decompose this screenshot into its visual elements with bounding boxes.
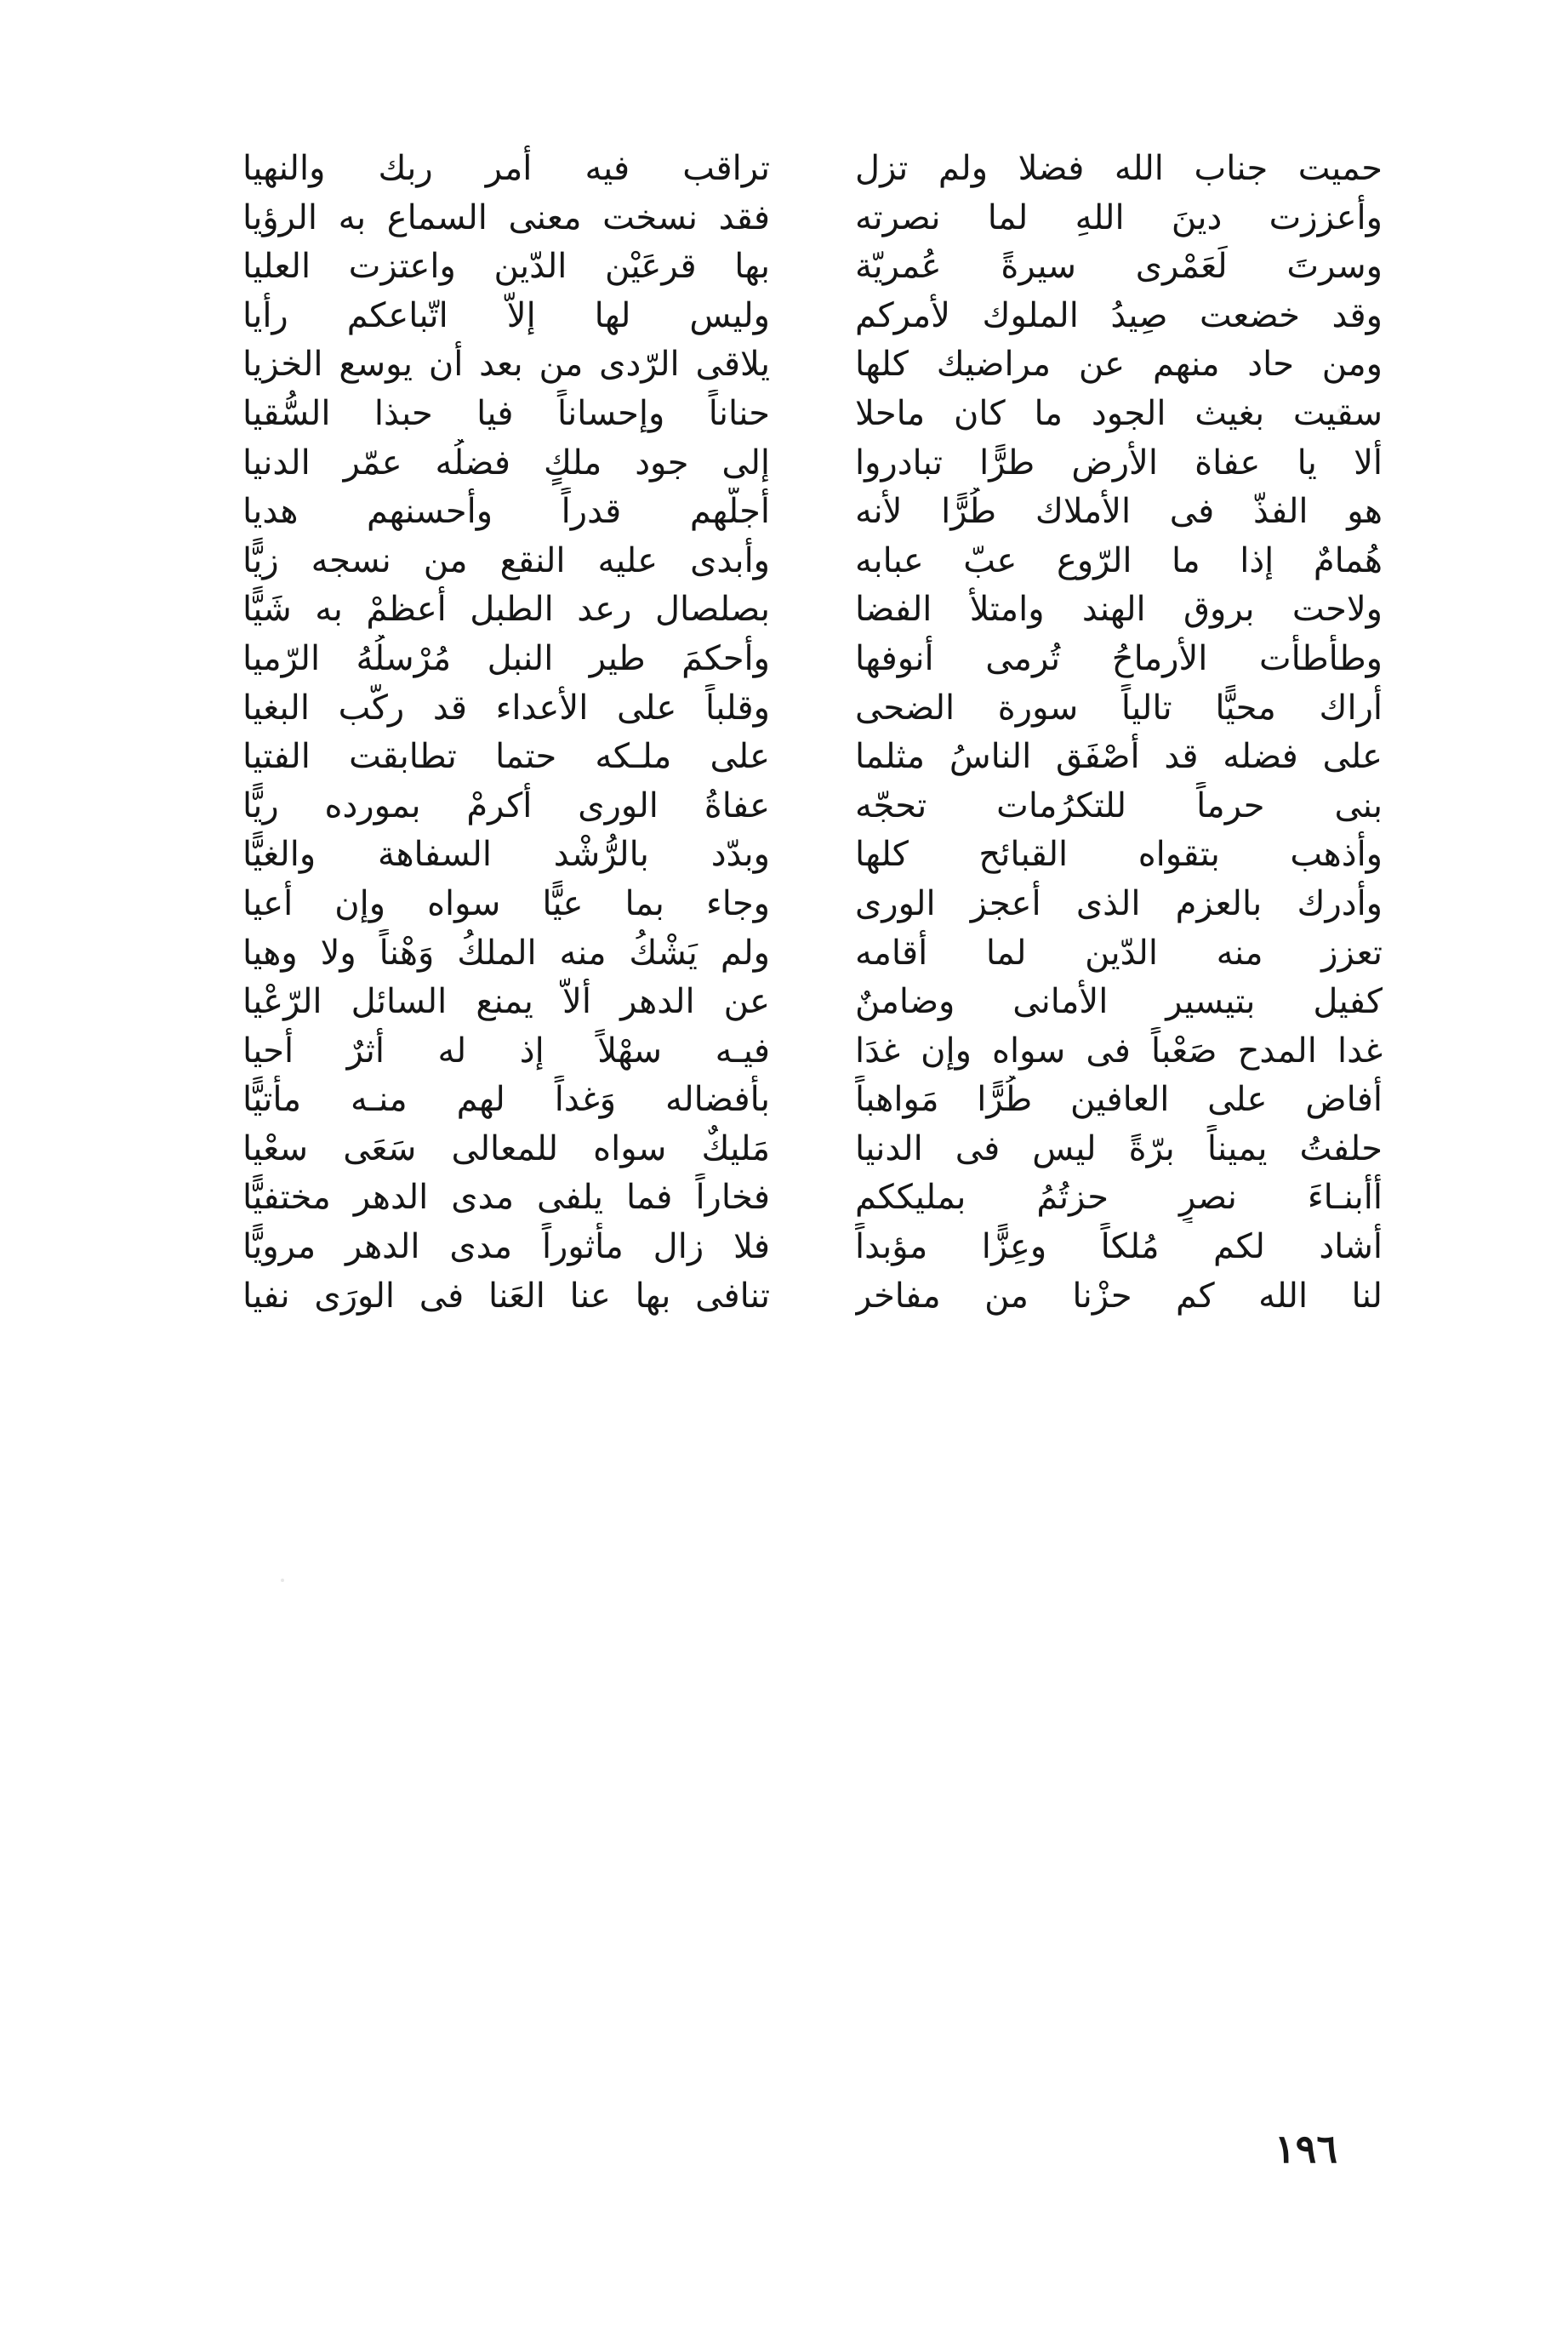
verse-hemistich: بأفضاله وَغداً لهم منـه مأتيًّا bbox=[242, 1080, 770, 1120]
verse-hemistich: حميت جناب الله فضلا ولم تزل bbox=[855, 149, 1383, 188]
verse-hemistich: وطأطأت الأرماحُ تُرمى أنوفها bbox=[855, 638, 1383, 678]
verse-hemistich: وسرتَ لَعَمْرى سيرةً عُمريّة bbox=[855, 247, 1383, 287]
verse-hemistich: على فضله قد أصْفَق الناسُ مثلما bbox=[855, 737, 1383, 777]
verse-hemistich: وأدرك بالعزم الذى أعجز الورى bbox=[855, 883, 1383, 923]
verse-hemistich: سقيت بغيث الجود ما كان ماحلا bbox=[855, 393, 1383, 433]
verse-hemistich: هُمامٌ إذا ما الرّوع عبّ عبابه bbox=[855, 540, 1383, 580]
poem-left-column bbox=[242, 145, 770, 1321]
verse-hemistich: حلفتُ يميناً برّةً ليس فى الدنيا bbox=[855, 1128, 1383, 1168]
verse-hemistich: وليس لها إلاّ اتّباعكم رأيا bbox=[242, 295, 770, 335]
verse-hemistich: تراقب فيه أمر ربك والنهيا bbox=[242, 149, 770, 188]
verse-hemistich: فقد نسخت معنى السماع به الرؤيا bbox=[242, 197, 770, 237]
verse-hemistich: أجلّهم قدراً وأحسنهم هديا bbox=[242, 492, 770, 532]
verse-hemistich: تعزز منه الدّين لما أقامه bbox=[855, 933, 1383, 973]
verse-hemistich: ولم يَشْكُ منه الملكُ وَهْناً ولا وهيا bbox=[242, 933, 770, 973]
verse-hemistich: عن الدهر ألاّ يمنع السائل الرّعْيا bbox=[242, 982, 770, 1022]
verse-hemistich: بصلصال رعد الطبل أعظمْ به شَيًّا bbox=[242, 590, 770, 630]
verse-hemistich: عفاةُ الورى أكرمْ بمورده ريًّا bbox=[242, 785, 770, 825]
verse-hemistich: وجاء بما عيًّا سواه وإن أعيا bbox=[242, 883, 770, 923]
verse-hemistich: وقلباً على الأعداء قد ركّب البغيا bbox=[242, 688, 770, 728]
verse-hemistich: فلا زال مأثوراً مدى الدهر مرويًّا bbox=[242, 1227, 770, 1267]
page-speck bbox=[1337, 408, 1342, 413]
verse-hemistich: ومن حاد منهم عن مراضيك كلها bbox=[855, 345, 1383, 385]
verse-hemistich: أشاد لكم مُلكاً وعِزًّا مؤبداً bbox=[855, 1227, 1383, 1267]
verse-hemistich: غدا المدح صَعْباً فى سواه وإن غدَا bbox=[855, 1031, 1383, 1071]
verse-hemistich: يلاقى الرّدى من بعد أن يوسع الخزيا bbox=[242, 345, 770, 385]
verse-hemistich: لنا الله كم حزْنا من مفاخر bbox=[855, 1276, 1383, 1316]
verse-hemistich: بنى حرماً للتكرُمات تحجّه bbox=[855, 785, 1383, 825]
verse-hemistich: كفيل بتيسير الأمانى وضامنٌ bbox=[855, 982, 1383, 1022]
verse-hemistich: تنافى بها عنا العَنا فى الورَى نفيا bbox=[242, 1276, 770, 1316]
poem-verses bbox=[242, 145, 1383, 1321]
verse-hemistich: ولاحت بروق الهند وامتلأ الفضا bbox=[855, 590, 1383, 630]
verse-hemistich: أراك محيًّا تالياً سورة الضحى bbox=[855, 688, 1383, 728]
verse-hemistich: أفاض على العافين طُرًّا مَواهباً bbox=[855, 1080, 1383, 1120]
verse-hemistich: فخاراً فما يلفى مدى الدهر مختفيًّا bbox=[242, 1178, 770, 1218]
verse-hemistich: بها قرعَيْن الدّين واعتزت العليا bbox=[242, 247, 770, 287]
verse-hemistich: وأحكمَ طير النبل مُرْسلُهُ الرّميا bbox=[242, 638, 770, 678]
page-number: ١٩٦ bbox=[1274, 2126, 1338, 2172]
page-speck bbox=[281, 1579, 284, 1582]
verse-hemistich: أأبنـاءَ نصرٍ حزتُمُ بمليككم bbox=[855, 1178, 1383, 1218]
verse-hemistich: وأعززت دينَ اللهِ لما نصرته bbox=[855, 197, 1383, 237]
verse-hemistich: وأذهب بتقواه القبائح كلها bbox=[855, 835, 1383, 875]
verse-hemistich: إلى جود ملكٍ فضلُه عمّر الدنيا bbox=[242, 443, 770, 483]
verse-hemistich: ألا يا عفاة الأرض طرًّا تبادروا bbox=[855, 443, 1383, 483]
verse-hemistich: وأبدى عليه النقع من نسجه زيًّا bbox=[242, 540, 770, 580]
verse-hemistich: على ملـكه حتما تطابقت الفتيا bbox=[242, 737, 770, 777]
verse-hemistich: فيـه سهْلاً إذ له أثرٌ أحيا bbox=[242, 1031, 770, 1071]
verse-hemistich: وبدّد بالرُّشْد السفاهة والغيًّا bbox=[242, 835, 770, 875]
verse-hemistich: مَليكٌ سواه للمعالى سَعَى سعْيا bbox=[242, 1128, 770, 1168]
verse-hemistich: حناناً وإحساناً فيا حبذا السُّقيا bbox=[242, 393, 770, 433]
verse-hemistich: هو الفذّ فى الأملاك طُرًّا لأنه bbox=[855, 492, 1383, 532]
verse-hemistich: وقد خضعت صِيدُ الملوك لأمركم bbox=[855, 295, 1383, 335]
poem-right-column bbox=[855, 145, 1383, 1321]
